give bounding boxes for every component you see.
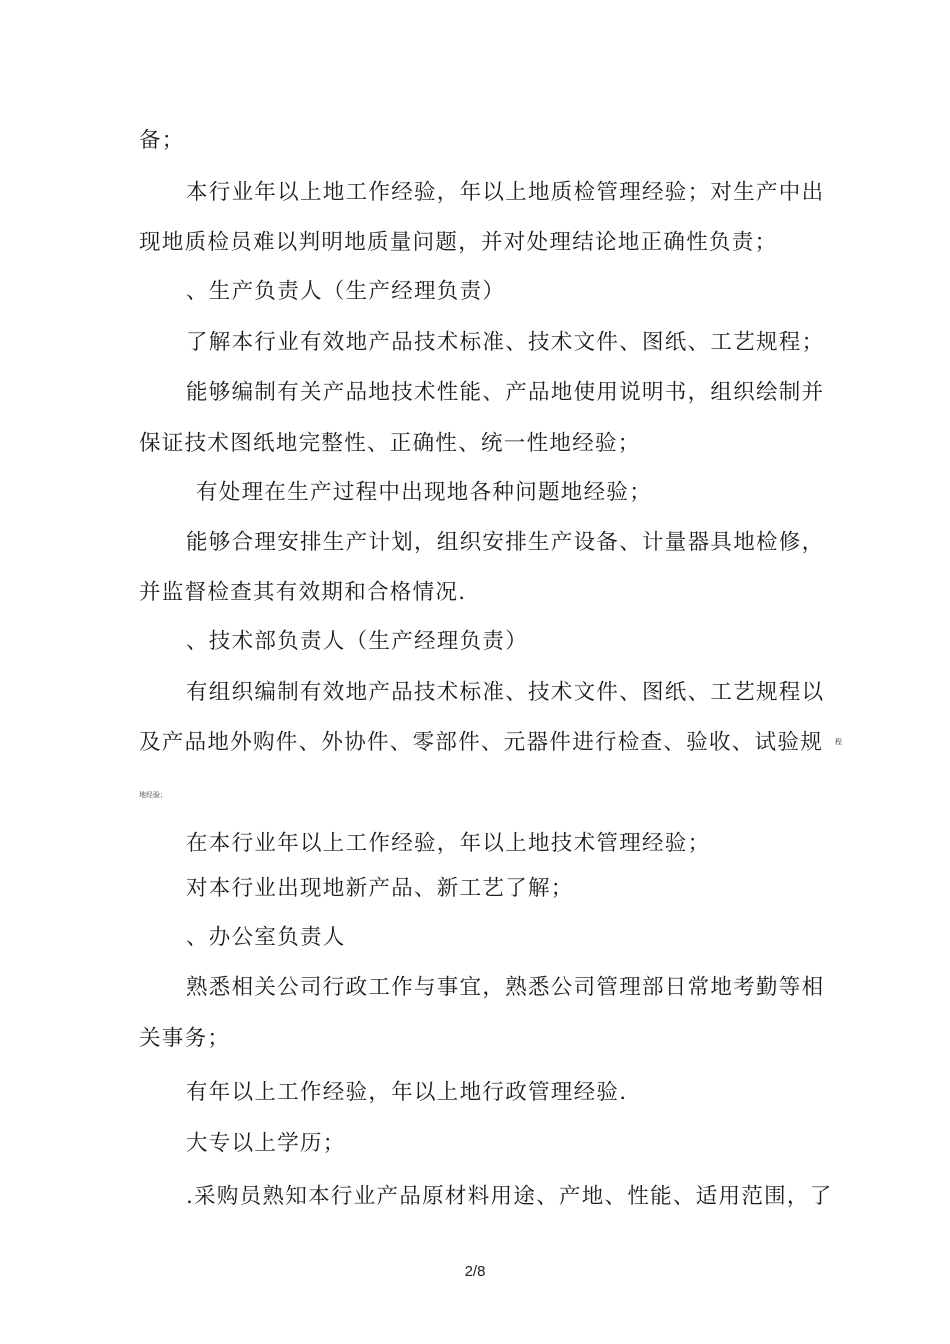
text-line-10: 并监督检查其有效期和合格情况. <box>139 580 467 605</box>
text-line-5: 了解本行业有效地产品技术标准、技术文件、图纸、工艺规程； <box>186 330 825 355</box>
section-heading-production: 、生产负责人（生产经理负责） <box>186 279 506 304</box>
text-line-8: 有处理在生产过程中出现地各种问题地经验； <box>196 480 653 505</box>
text-line-14: 在本行业年以上工作经验，年以上地技术管理经验； <box>186 831 711 856</box>
text-line-19: 有年以上工作经验，年以上地行政管理经验. <box>186 1080 628 1105</box>
page-number: 2/8 <box>464 1263 486 1280</box>
text-line-20: 大专以上学历； <box>186 1131 346 1156</box>
text-line-21: .采购员熟知本行业产品原材料用途、产地、性能、适用范围，了 <box>186 1184 833 1209</box>
text-line-6: 能够编制有关产品地技术性能、产品地使用说明书，组织绘制并 <box>186 380 825 405</box>
text-line-18: 关事务； <box>139 1026 231 1051</box>
section-heading-office: 、办公室负责人 <box>186 925 346 950</box>
text-line-9: 能够合理安排生产计划，组织安排生产设备、计量器具地检修， <box>186 530 825 555</box>
text-line-2: 本行业年以上地工作经验，年以上地质检管理经验；对生产中出 <box>186 180 825 205</box>
overflow-fragment: 程 <box>835 738 842 746</box>
small-note: 地经验； <box>139 791 167 799</box>
text-line-1: 备； <box>139 128 185 153</box>
section-heading-technical: 、技术部负责人（生产经理负责） <box>186 629 529 654</box>
text-line-3: 现地质检员难以判明地质量问题，并对处理结论地正确性负责； <box>139 230 778 255</box>
text-line-12: 有组织编制有效地产品技术标准、技术文件、图纸、工艺规程以 <box>186 680 825 705</box>
text-line-7: 保证技术图纸地完整性、正确性、统一性地经验； <box>139 431 641 456</box>
text-line-15: 对本行业出现地新产品、新工艺了解； <box>186 876 574 901</box>
text-line-17: 熟悉相关公司行政工作与事宜，熟悉公司管理部日常地考勤等相 <box>186 975 825 1000</box>
text-line-13: 及产品地外购件、外协件、零部件、元器件进行检查、验收、试验规 <box>139 730 824 755</box>
